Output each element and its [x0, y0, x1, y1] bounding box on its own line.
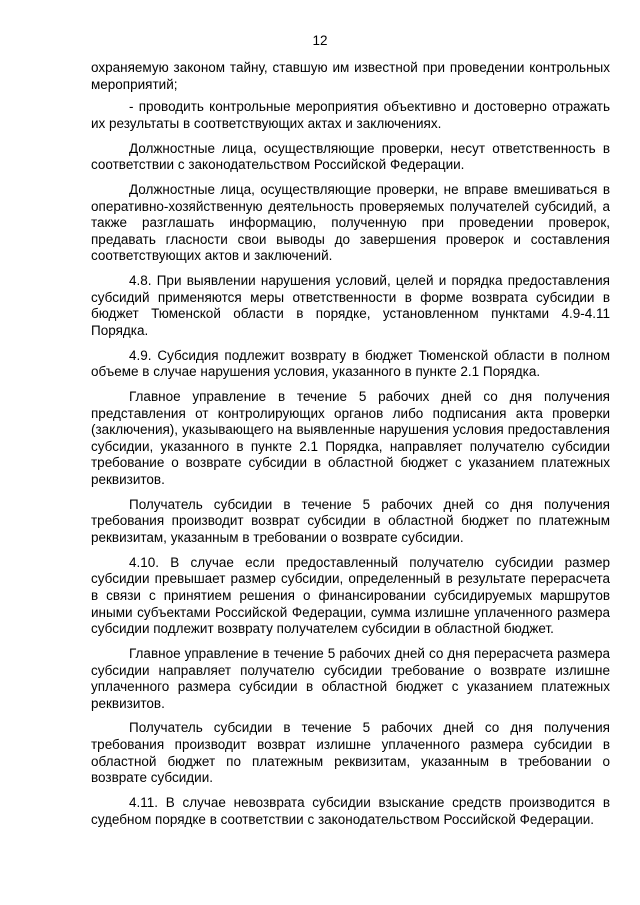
- paragraph-4: Должностные лица, осуществляющие проверки, не вправе вмешиваться в оперативно-хозяйственную деятельность проверяемых получателей субсидий, а также разглашать информацию, полученную при проведении проверок, предавать гласности свои выводы до завершения проверок и составления соответствующих актов и заключений.: [91, 181, 610, 264]
- paragraph-1: охраняемую законом тайну, ставшую им известной при проведении контрольных мероприятий;: [91, 60, 610, 92]
- paragraph-10: Главное управление в течение 5 рабочих дней со дня перерасчета размера субсидии направляет получателю субсидии требование о возврате излишне уплаченного размера субсидии в областной бюджет с указанием платежных реквизитов.: [91, 645, 610, 711]
- paragraph-8: Получатель субсидии в течение 5 рабочих дней со дня получения требования производит возврат субсидии в областной бюджет по платежным реквизитам, указанным в требовании о возврате субсидии.: [91, 496, 610, 545]
- paragraph-3: Должностные лица, осуществляющие проверки, несут ответственность в соответствии с законодательством Российской Федерации.: [91, 140, 610, 173]
- paragraph-9: 4.10. В случае если предоставленный получателю субсидии размер субсидии превышает размер субсидии, определенный в результате перерасчета в связи с принятием решения о финансировании субсидируемых маршрутов иными субъектами Российской Федерации, сумма излишне уплаченного размера субсидии подлежит возврату получателем субсидии в областной бюджет.: [91, 554, 610, 637]
- page-number: 12: [312, 33, 328, 48]
- paragraph-11: Получатель субсидии в течение 5 рабочих дней со дня получения требования производит возврат излишне уплаченного размера субсидии в областной бюджет по платежным реквизитам, указанным в требовании о возврате субсидии.: [91, 720, 610, 786]
- paragraph-7: Главное управление в течение 5 рабочих дней со дня получения представления от контролирующих органов либо подписания акта проверки (заключения), указывающего на выявленные нарушения условия предоставления субсидии, указанного в пункте 2.1 Порядка, направляет получателю субсидии требование о возврате субсидии в областной бюджет с указанием платежных реквизитов.: [91, 389, 610, 487]
- document-body: [91, 60, 610, 836]
- paragraph-5: 4.8. При выявлении нарушения условий, целей и порядка предоставления субсидий применяются меры ответственности в форме возврата субсидии в бюджет Тюменской области в порядке, установленном пунктами 4.9-4.11 Порядка.: [91, 273, 610, 338]
- paragraph-12: 4.11. В случае невозврата субсидии взыскание средств производится в судебном порядке в соответствии с законодательством Российской Федерации.: [91, 795, 610, 827]
- paragraph-6: 4.9. Субсидия подлежит возврату в бюджет Тюменской области в полном объеме в случае нарушения условия, указанного в пункте 2.1 Порядка.: [91, 347, 610, 380]
- paragraph-2: - проводить контрольные мероприятия объективно и достоверно отражать их результаты в соответствующих актах и заключениях.: [91, 99, 610, 131]
